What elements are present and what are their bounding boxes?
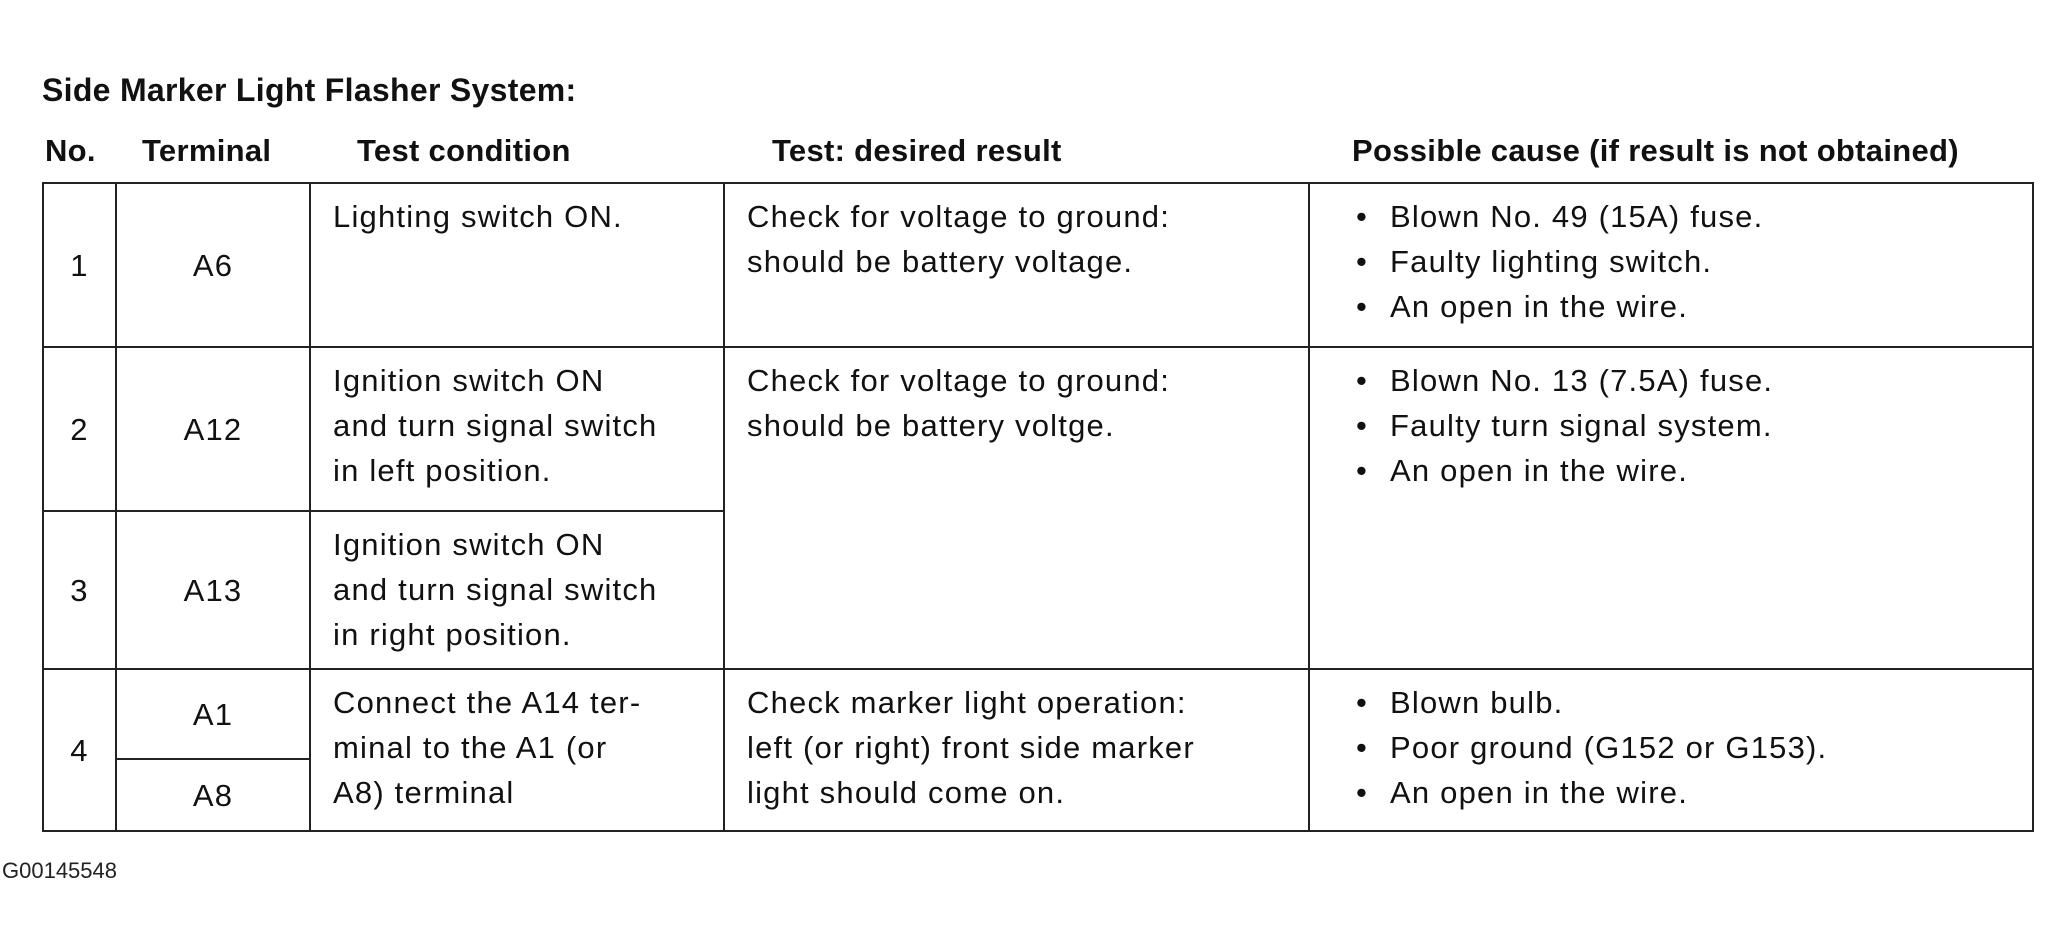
test-condition-cell <box>310 347 724 511</box>
condition-line: in left position. <box>333 453 552 488</box>
cause-item: • Faulty lighting switch. <box>1356 239 2024 284</box>
cause-list <box>1356 358 2024 493</box>
condition-line: A8) terminal <box>333 775 515 810</box>
cause-item: • An open in the wire. <box>1356 770 2024 815</box>
desired-result-cell <box>724 183 1309 347</box>
possible-cause-cell <box>1309 183 2033 347</box>
terminal-cell: A6 <box>116 183 310 347</box>
terminal-cell: A12 <box>116 347 310 511</box>
row-number: 4 <box>43 669 116 831</box>
test-condition-cell <box>310 183 724 347</box>
result-line: should be battery voltage. <box>747 244 1134 279</box>
condition-line: in right position. <box>333 617 572 652</box>
condition-line: Connect the A14 ter- <box>333 685 642 720</box>
cause-list <box>1356 194 2024 329</box>
result-line: Check marker light operation: <box>747 685 1187 720</box>
result-line: light should come on. <box>747 775 1066 810</box>
test-condition-cell <box>310 669 724 831</box>
condition-line: and turn signal switch <box>333 572 658 607</box>
condition-line: Ignition switch ON <box>333 527 605 562</box>
terminal-cell: A1 <box>116 669 310 759</box>
table-title: Side Marker Light Flasher System: <box>42 72 577 108</box>
result-line: Check for voltage to ground: <box>747 199 1171 234</box>
table-row <box>43 669 2033 759</box>
result-line: Check for voltage to ground: <box>747 363 1171 398</box>
result-line: should be battery voltge. <box>747 408 1115 443</box>
figure-code: G00145548 <box>2 858 117 883</box>
header-desired-result: Test: desired result <box>772 133 1062 168</box>
cause-item: • Blown No. 49 (15A) fuse. <box>1356 194 2024 239</box>
condition-line: Ignition switch ON <box>333 363 605 398</box>
condition-line: minal to the A1 (or <box>333 730 608 765</box>
possible-cause-cell <box>1309 669 2033 831</box>
possible-cause-cell <box>1309 347 2033 669</box>
desired-result-cell <box>724 669 1309 831</box>
table-row <box>43 347 2033 511</box>
condition-line: and turn signal switch <box>333 408 658 443</box>
row-number: 3 <box>43 511 116 669</box>
test-condition-cell <box>310 511 724 669</box>
cause-item: • Blown No. 13 (7.5A) fuse. <box>1356 358 2024 403</box>
terminal-cell: A13 <box>116 511 310 669</box>
cause-list <box>1356 680 2024 815</box>
result-line: left (or right) front side marker <box>747 730 1195 765</box>
desired-result-cell <box>724 347 1309 669</box>
cause-item: • An open in the wire. <box>1356 284 2024 329</box>
cause-item: • An open in the wire. <box>1356 448 2024 493</box>
row-number: 1 <box>43 183 116 347</box>
spec-table <box>42 182 2034 832</box>
cause-item: • Blown bulb. <box>1356 680 2024 725</box>
header-test-condition: Test condition <box>357 133 571 168</box>
condition-line: Lighting switch ON. <box>333 199 623 234</box>
table-row <box>43 183 2033 347</box>
header-possible-cause: Possible cause (if result is not obtained) <box>1352 133 1959 168</box>
row-number: 2 <box>43 347 116 511</box>
terminal-cell: A8 <box>116 759 310 831</box>
cause-item: • Poor ground (G152 or G153). <box>1356 725 2024 770</box>
header-no: No. <box>45 133 96 168</box>
header-terminal: Terminal <box>142 133 272 168</box>
cause-item: • Faulty turn signal system. <box>1356 403 2024 448</box>
